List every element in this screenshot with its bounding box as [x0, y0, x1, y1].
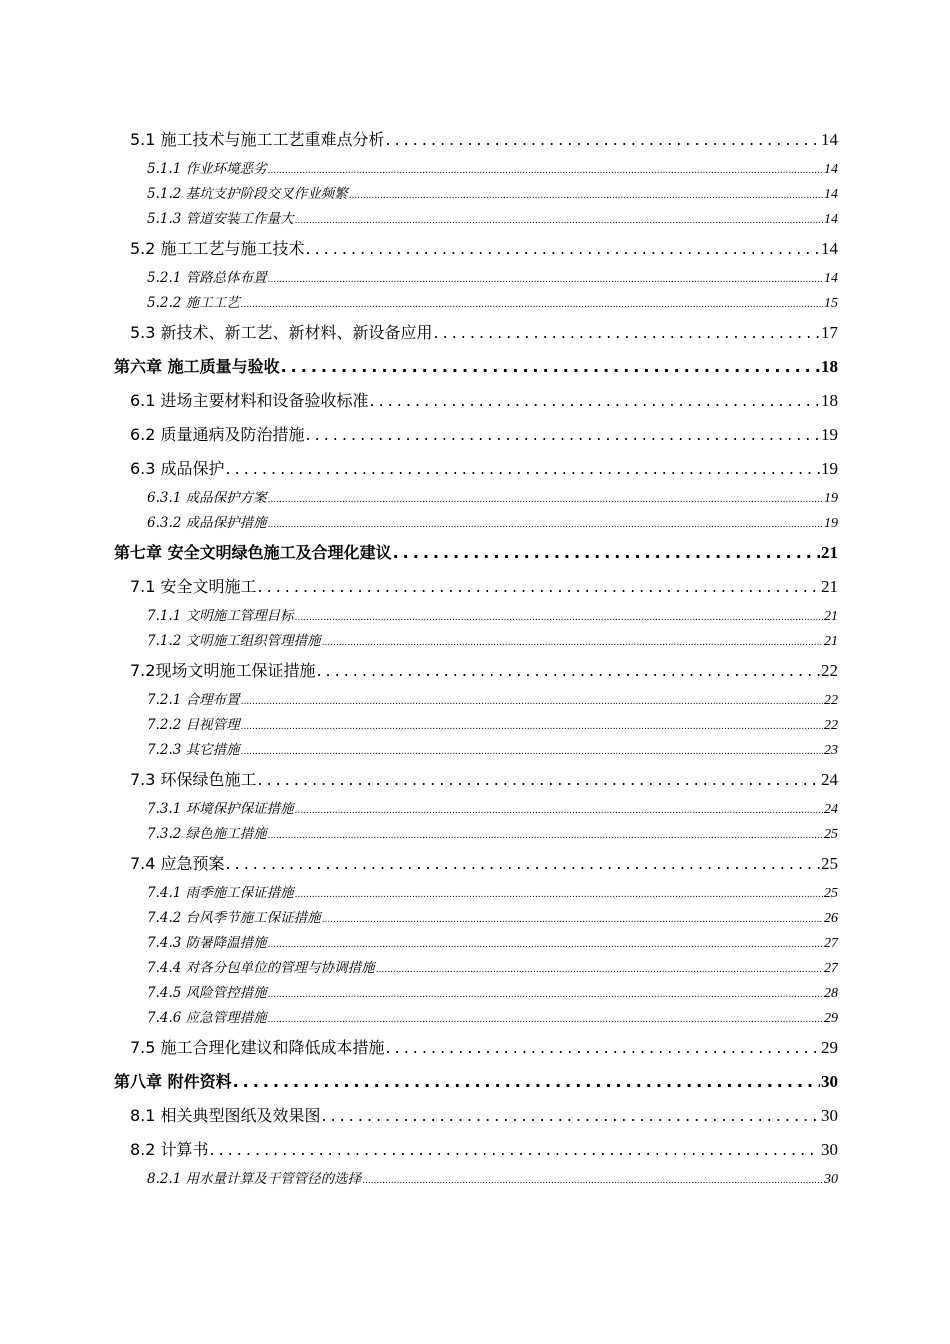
toc-page-number: 21	[824, 634, 838, 649]
toc-page-number: 27	[824, 961, 838, 976]
toc-subsection-entry[interactable]	[114, 956, 838, 981]
toc-entry-title: 第八章 附件资料	[114, 1072, 232, 1091]
toc-page-number: 22	[824, 693, 838, 708]
toc-section-entry[interactable]	[114, 418, 838, 452]
toc-dot-leader	[226, 847, 820, 881]
toc-entry-title: 5.1 施工技术与施工工艺重难点分析	[130, 130, 385, 149]
toc-section-entry[interactable]	[114, 654, 838, 688]
toc-dot-leader	[268, 488, 823, 513]
toc-entry-title: 7.2.2 目视管理	[147, 717, 240, 733]
toc-subsection-entry[interactable]	[114, 266, 838, 291]
toc-dot-leader	[370, 384, 820, 418]
toc-dot-leader	[241, 715, 823, 740]
toc-entry-title: 7.4.6 应急管理措施	[147, 1010, 267, 1026]
toc-page-number: 14	[821, 239, 838, 258]
toc-page-number: 14	[824, 271, 838, 286]
toc-section-entry[interactable]	[114, 232, 838, 266]
toc-entry-title: 6.2 质量通病及防治措施	[130, 425, 305, 444]
toc-section-entry[interactable]	[114, 1099, 838, 1133]
toc-subsection-entry[interactable]	[114, 1006, 838, 1031]
toc-page-number: 21	[821, 577, 838, 596]
toc-page-number: 30	[821, 1106, 838, 1125]
toc-dot-leader	[241, 293, 823, 318]
toc-page-number: 30	[824, 1172, 838, 1187]
toc-subsection-entry[interactable]	[114, 1167, 838, 1192]
toc-dot-leader	[210, 1133, 820, 1167]
toc-subsection-entry[interactable]	[114, 688, 838, 713]
toc-page-number: 19	[821, 425, 838, 444]
toc-subsection-entry[interactable]	[114, 713, 838, 738]
toc-dot-leader	[306, 418, 820, 452]
table-of-contents	[114, 123, 838, 1192]
toc-page-number: 23	[824, 743, 838, 758]
toc-entry-title: 6.3.2 成品保护措施	[147, 515, 267, 531]
toc-entry-title: 5.2.2 施工工艺	[147, 295, 240, 311]
toc-entry-title: 8.1 相关典型图纸及效果图	[130, 1106, 321, 1125]
toc-dot-leader	[268, 268, 823, 293]
toc-section-entry[interactable]	[114, 1133, 838, 1167]
toc-page-number: 30	[821, 1072, 838, 1091]
toc-page-number: 14	[824, 162, 838, 177]
toc-section-entry[interactable]	[114, 1031, 838, 1065]
toc-entry-title: 5.1.3 管道安装工作量大	[147, 211, 294, 227]
toc-subsection-entry[interactable]	[114, 486, 838, 511]
toc-dot-leader	[268, 1008, 823, 1033]
toc-dot-leader	[316, 654, 820, 688]
toc-dot-leader	[322, 1099, 820, 1133]
toc-dot-leader	[241, 690, 823, 715]
toc-page-number: 29	[824, 1011, 838, 1026]
toc-page-number: 21	[824, 609, 838, 624]
toc-page-number: 19	[824, 491, 838, 506]
toc-dot-leader	[362, 1169, 823, 1194]
toc-entry-title: 7.2.1 合理布置	[147, 692, 240, 708]
toc-entry-title: 7.5 施工合理化建议和降低成本措施	[130, 1038, 385, 1057]
toc-subsection-entry[interactable]	[114, 291, 838, 316]
toc-dot-leader	[295, 209, 823, 234]
toc-subsection-entry[interactable]	[114, 906, 838, 931]
toc-entry-title: 6.3 成品保护	[130, 459, 225, 478]
toc-page-number: 26	[824, 911, 838, 926]
toc-page-number: 14	[821, 130, 838, 149]
toc-entry-title: 7.4.4 对各分包单位的管理与协调措施	[147, 960, 375, 976]
toc-dot-leader	[322, 908, 823, 933]
toc-subsection-entry[interactable]	[114, 182, 838, 207]
toc-entry-title: 7.1.1 文明施工管理目标	[147, 608, 294, 624]
toc-subsection-entry[interactable]	[114, 511, 838, 536]
toc-dot-leader	[258, 763, 820, 797]
toc-section-entry[interactable]	[114, 452, 838, 486]
toc-entry-title: 6.1 进场主要材料和设备验收标准	[130, 391, 369, 410]
toc-entry-title: 7.4 应急预案	[130, 854, 225, 873]
toc-page-number: 18	[821, 391, 838, 410]
toc-page-number: 18	[821, 357, 838, 376]
toc-entry-title: 7.3.2 绿色施工措施	[147, 826, 267, 842]
toc-subsection-entry[interactable]	[114, 157, 838, 182]
toc-entry-title: 6.3.1 成品保护方案	[147, 490, 267, 506]
toc-dot-leader	[306, 232, 820, 266]
toc-entry-title: 7.2.3 其它措施	[147, 742, 240, 758]
toc-entry-title: 7.2现场文明施工保证措施	[130, 661, 316, 680]
toc-chapter-entry[interactable]	[114, 536, 838, 570]
toc-page-number: 15	[824, 296, 838, 311]
toc-dot-leader	[393, 536, 820, 570]
toc-entry-title: 5.3 新技术、新工艺、新材料、新设备应用	[130, 323, 433, 342]
toc-page-number: 27	[824, 936, 838, 951]
toc-chapter-entry[interactable]	[114, 350, 838, 384]
toc-page-number: 19	[821, 459, 838, 478]
toc-entry-title: 7.1.2 文明施工组织管理措施	[147, 633, 321, 649]
toc-page-number: 25	[824, 827, 838, 842]
toc-entry-title: 5.1.2 基坑支护阶段交叉作业频繁	[147, 186, 348, 202]
toc-section-entry[interactable]	[114, 384, 838, 418]
toc-page-number: 29	[821, 1038, 838, 1057]
toc-page-number: 25	[821, 854, 838, 873]
toc-entry-title: 5.2 施工工艺与施工技术	[130, 239, 305, 258]
toc-dot-leader	[376, 958, 823, 983]
toc-chapter-entry[interactable]	[114, 1065, 838, 1099]
toc-dot-leader	[268, 933, 823, 958]
toc-dot-leader	[233, 1065, 820, 1099]
toc-entry-title: 7.4.1 雨季施工保证措施	[147, 885, 294, 901]
toc-section-entry[interactable]	[114, 316, 838, 350]
toc-entry-title: 7.4.3 防暑降温措施	[147, 935, 267, 951]
toc-dot-leader	[241, 740, 823, 765]
toc-entry-title: 8.2 计算书	[130, 1140, 209, 1159]
toc-dot-leader	[295, 883, 823, 908]
toc-entry-title: 7.1 安全文明施工	[130, 577, 257, 596]
toc-dot-leader	[295, 606, 823, 631]
toc-dot-leader	[268, 513, 823, 538]
toc-subsection-entry[interactable]	[114, 981, 838, 1006]
toc-dot-leader	[434, 316, 820, 350]
toc-page-number: 14	[824, 187, 838, 202]
toc-page-number: 25	[824, 886, 838, 901]
toc-page-number: 22	[821, 661, 838, 680]
toc-dot-leader	[386, 1031, 820, 1065]
toc-subsection-entry[interactable]	[114, 738, 838, 763]
toc-subsection-entry[interactable]	[114, 629, 838, 654]
toc-subsection-entry[interactable]	[114, 207, 838, 232]
toc-page-number: 28	[824, 986, 838, 1001]
toc-page-number: 14	[824, 212, 838, 227]
toc-subsection-entry[interactable]	[114, 822, 838, 847]
toc-entry-title: 第七章 安全文明绿色施工及合理化建议	[114, 543, 392, 562]
toc-entry-title: 5.1.1 作业环境恶劣	[147, 161, 267, 177]
toc-page-number: 21	[821, 543, 838, 562]
toc-page-number: 17	[821, 323, 838, 342]
toc-entry-title: 7.4.5 风险管控措施	[147, 985, 267, 1001]
toc-section-entry[interactable]	[114, 123, 838, 157]
toc-entry-title: 7.3.1 环境保护保证措施	[147, 801, 294, 817]
toc-entry-title: 7.3 环保绿色施工	[130, 770, 257, 789]
toc-page-number: 19	[824, 516, 838, 531]
toc-section-entry[interactable]	[114, 763, 838, 797]
toc-dot-leader	[268, 983, 823, 1008]
toc-dot-leader	[349, 184, 823, 209]
toc-page-number: 24	[824, 802, 838, 817]
toc-page-number: 24	[821, 770, 838, 789]
toc-subsection-entry[interactable]	[114, 604, 838, 629]
toc-dot-leader	[258, 570, 820, 604]
toc-dot-leader	[268, 159, 823, 184]
toc-section-entry[interactable]	[114, 847, 838, 881]
toc-entry-title: 5.2.1 管路总体布置	[147, 270, 267, 286]
toc-dot-leader	[322, 631, 823, 656]
toc-subsection-entry[interactable]	[114, 931, 838, 956]
toc-dot-leader	[268, 824, 823, 849]
toc-dot-leader	[226, 452, 820, 486]
toc-subsection-entry[interactable]	[114, 881, 838, 906]
toc-page-number: 30	[821, 1140, 838, 1159]
toc-entry-title: 第六章 施工质量与验收	[114, 357, 280, 376]
toc-section-entry[interactable]	[114, 570, 838, 604]
toc-dot-leader	[295, 799, 823, 824]
toc-entry-title: 8.2.1 用水量计算及干管管径的选择	[147, 1171, 362, 1187]
toc-entry-title: 7.4.2 台风季节施工保证措施	[147, 910, 321, 926]
toc-subsection-entry[interactable]	[114, 797, 838, 822]
toc-page-number: 22	[824, 718, 838, 733]
toc-dot-leader	[281, 350, 820, 384]
toc-dot-leader	[386, 123, 820, 157]
